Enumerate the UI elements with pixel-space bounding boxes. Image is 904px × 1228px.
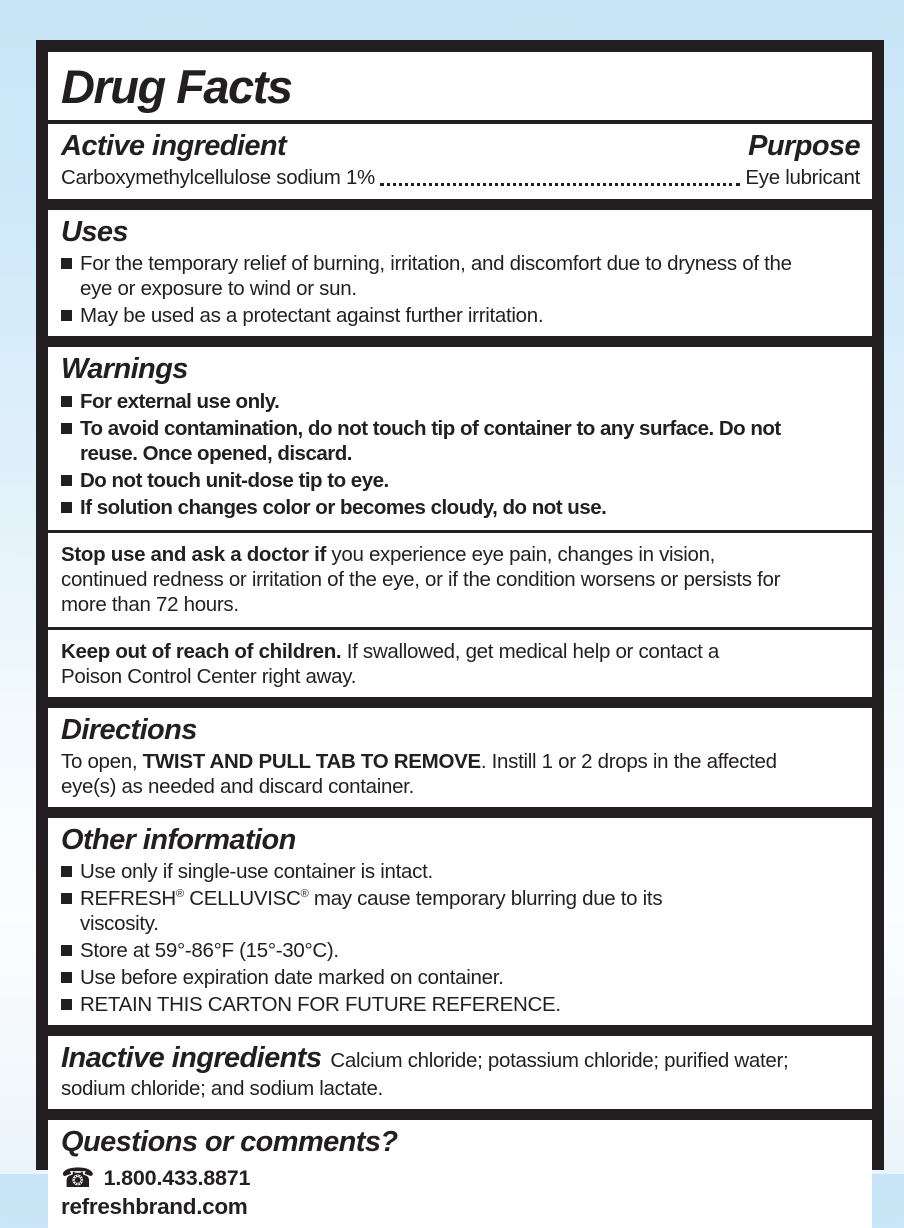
phone-row [61,1163,860,1194]
list-item-text [80,886,722,936]
list-item [61,886,860,936]
directions-text: . Instill 1 or 2 drops in the affected eye(s) as needed and discard container. [61,750,777,799]
bullet-square-icon [61,999,72,1010]
phone-icon: ☎ [61,1163,95,1194]
uses-heading: Uses [61,216,128,249]
list-item [61,938,860,963]
inactive-ingredients-heading: Inactive ingredients [61,1042,322,1075]
website-url: refreshbrand.com [61,1194,248,1220]
list-item-text: Do not touch unit-dose tip to eye. [80,468,389,492]
list-item [61,303,860,328]
list-item-text: For external use only. [80,389,280,413]
list-item [61,992,860,1017]
section-inactive-ingredients [48,1036,872,1108]
list-item-text: Store at 59°-86°F (15°-30°C). [80,939,339,963]
purpose-heading: Purpose [748,129,860,162]
bullet-square-icon [61,475,72,486]
bullet-square-icon [61,502,72,513]
registered-mark: ® [175,888,184,901]
brand-name: CELLUVISC [183,887,301,911]
directions-paragraph [61,749,823,799]
list-item [61,468,860,493]
warnings-divider [48,530,872,533]
drug-facts-label [36,40,884,1220]
section-uses [48,210,872,336]
bullet-square-icon [61,945,72,956]
active-ingredient-purpose: Eye lubricant [745,166,860,190]
phone-number: 1.800.433.8871 [103,1165,251,1190]
list-item-text: Use only if single-use container is intact. [80,860,433,884]
active-ingredient-row [61,165,860,191]
list-item [61,416,860,466]
keep-out-paragraph [61,639,773,689]
title-divider [48,120,872,124]
active-ingredient-heading: Active ingredient [61,129,287,162]
list-item-text: may cause temporary blurring due to its viscosity. [80,887,663,936]
stop-use-text: you experience eye pain, changes in vision, continued redness or irritation of the eye, or if the condition worsens or persists for more than 72 hours. [61,542,781,616]
list-item-text: For the temporary relief of burning, irritation, and discomfort due to dryness of the eye or exposure to wind or sun. [80,252,792,301]
stop-use-lead: Stop use and ask a doctor if [61,542,326,566]
drug-facts-title: Drug Facts [61,60,292,113]
list-item-text: To avoid contamination, do not touch tip of container to any surface. Do not reuse. Once opened, discard. [80,416,781,465]
section-warnings [48,347,872,696]
keep-out-lead: Keep out of reach of children. [61,639,342,663]
list-item-text: May be used as a protectant against further irritation. [80,304,544,328]
section-header [48,52,872,199]
bullet-square-icon [61,310,72,321]
other-information-heading: Other information [61,824,296,857]
bullet-square-icon [61,396,72,407]
stop-use-paragraph [61,542,806,617]
list-item-text: RETAIN THIS CARTON FOR FUTURE REFERENCE. [80,993,561,1017]
list-item [61,495,860,520]
bullet-square-icon [61,258,72,269]
section-directions [48,708,872,807]
list-item [61,251,860,301]
directions-heading: Directions [61,713,197,746]
list-item-text: Use before expiration date marked on container. [80,966,504,990]
bullet-square-icon [61,893,72,904]
section-questions [48,1120,872,1228]
dotted-leader [380,183,740,186]
warnings-heading: Warnings [61,353,188,386]
active-ingredient-name: Carboxymethylcellulose sodium 1% [61,166,375,190]
bullet-square-icon [61,423,72,434]
list-item [61,965,860,990]
list-item [61,389,860,414]
inactive-ingredients-paragraph [61,1042,801,1100]
inactive-ingredients-text: Calcium chloride; potassium chloride; purified water; sodium chloride; and sodium lactate. [61,1049,789,1100]
list-item [61,859,860,884]
bullet-square-icon [61,866,72,877]
directions-text: To open, [61,750,143,774]
directions-text-emphasis: TWIST AND PULL TAB TO REMOVE [142,750,481,774]
keep-out-text: If swallowed, get medical help or contact a Poison Control Center right away. [61,639,719,688]
warnings-divider [48,627,872,630]
questions-heading: Questions or comments? [61,1125,398,1158]
registered-mark: ® [300,888,309,901]
bullet-square-icon [61,972,72,983]
list-item-text: If solution changes color or becomes cloudy, do not use. [80,495,607,519]
section-other-information [48,818,872,1025]
brand-name: REFRESH [80,887,176,911]
